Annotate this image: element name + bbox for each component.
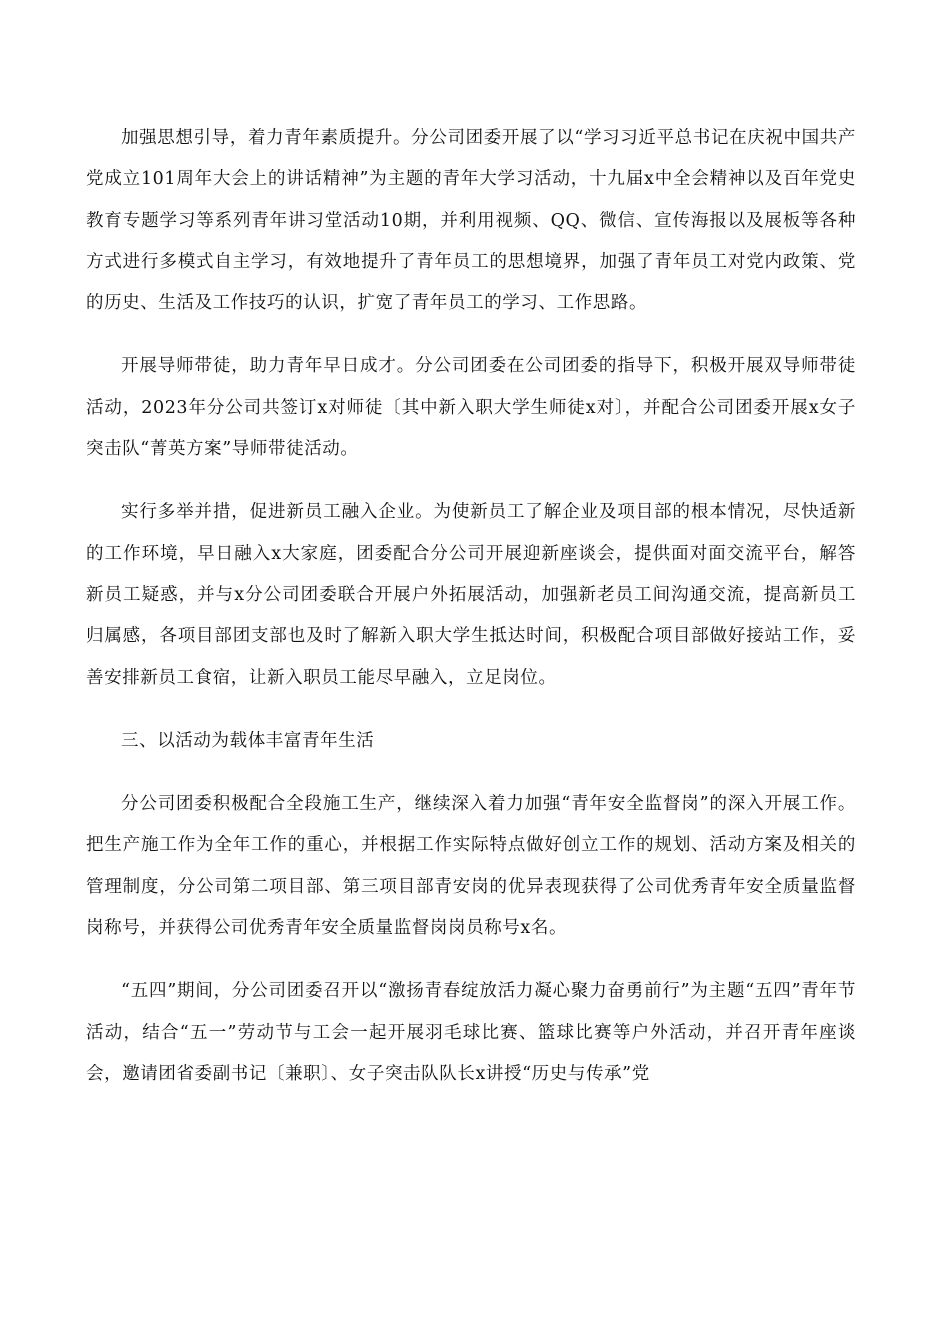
paragraph-thought-guidance: 加强思想引导，着力青年素质提升。分公司团委开展了以“学习习近平总书记在庆祝中国共产党成立101周年大会上的讲话精神”为主题的青年大学习活动，十九届x中全会精神以及百年党史教育专题学习等系列青年讲习堂活动10期，并利用视频、QQ、微信、宣传海报以及展板等各种方式进行多模式自主学习，有效地提升了青年员工的思想境界，加强了青年员工对党内政策、党的历史、生活及工作技巧的认识，扩宽了青年员工的学习、工作思路。	[86, 128, 856, 314]
document-body	[86, 118, 856, 1095]
paragraph-may-fourth: “五四”期间，分公司团委召开以“激扬青春绽放活力凝心聚力奋勇前行”为主题“五四”青年节活动，结合“五一”劳动节与工会一起开展羽毛球比赛、篮球比赛等户外活动，并召开青年座谈会，邀请团省委副书记〔兼职〕、女子突击队队长x讲授“历史与传承”党	[86, 981, 856, 1084]
paragraph-mentor-program: 开展导师带徒，助力青年早日成才。分公司团委在公司团委的指导下，积极开展双导师带徒活动，2023年分公司共签订x对师徒〔其中新入职大学生师徒x对〕，并配合公司团委开展x女子突击队“菁英方案”导师带徒活动。	[86, 356, 856, 460]
paragraph-safety-supervision: 分公司团委积极配合全段施工生产，继续深入着力加强“青年安全监督岗”的深入开展工作。把生产施工作为全年工作的重心，并根据工作实际特点做好创立工作的规划、活动方案及相关的管理制度，分公司第二项目部、第三项目部青安岗的优异表现获得了公司优秀青年安全质量监督岗称号，并获得公司优秀青年安全质量监督岗岗员称号x名。	[86, 794, 856, 939]
section-heading-activities: 三、以活动为载体丰富青年生活	[121, 730, 375, 751]
paragraph-new-staff-integration: 实行多举并措，促进新员工融入企业。为使新员工了解企业及项目部的根本情况，尽快适新的工作环境，早日融入x大家庭，团委配合分公司开展迎新座谈会，提供面对面交流平台，解答新员工疑惑，并与x分公司团委联合开展户外拓展活动，加强新老员工间沟通交流，提高新员工归属感，各项目部团支部也及时了解新入职大学生抵达时间，积极配合项目部做好接站工作，妥善安排新员工食宿，让新入职员工能尽早融入，立足岗位。	[86, 502, 856, 688]
